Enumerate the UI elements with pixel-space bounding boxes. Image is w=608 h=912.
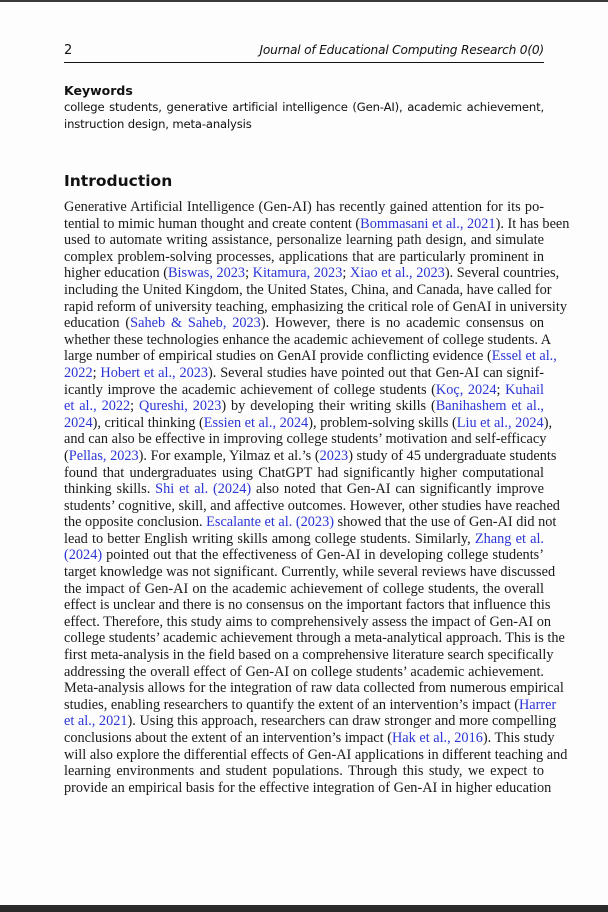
body-line [64,431,547,448]
body-text-segment: pointed out that the effectiveness of Gen-AI in developing college students’ [102,547,544,564]
body-text-segment: rapid reform of university teaching, emphasizing the critical role of GenAI in university [64,298,568,315]
body-line [64,647,554,664]
citation-link[interactable]: Bommasani et al., 2021 [360,215,496,232]
citation-link[interactable]: Essel et al., [491,348,557,365]
body-line [64,730,555,747]
body-line [64,680,564,697]
citation-link[interactable]: 2023 [319,447,349,464]
body-text-segment: target knowledge was not significant. Currently, while several reviews have discussed [64,564,556,581]
body-text-segment: learning environments and student populations. Through this study, we expect to [64,763,544,780]
body-text-segment: college students’ academic achievement through a meta-analytical approach. This is the [64,630,565,647]
body-text-segment: showed that the use of Gen-AI did not [333,514,557,531]
introduction-body [64,199,570,796]
body-text-segment: lead to better English writing skills among college students. Similarly, [64,530,475,547]
body-line [64,481,544,498]
body-text-segment: ; [342,265,350,282]
keywords-line: college students, generative artificial intelligence (Gen-AI), academic achievement, [64,100,544,114]
body-line [64,531,544,548]
body-line [64,281,552,299]
body-line [64,398,544,415]
page-number: 2 [64,43,73,58]
body-text-segment: addressing the overall effect of Gen-AI on college students’ academic achievement. [64,663,544,680]
body-line [64,763,544,780]
citation-link[interactable]: Biswas, 2023 [168,265,246,282]
citation-link[interactable]: Liu et al., 2024 [456,414,544,431]
body-text-segment: Generative Artificial Intelligence (Gen-AI) has recently gained attention for its po- [64,199,544,215]
body-line [64,597,551,614]
body-text-segment: including the United Kingdom, the United States, China, and Canada, have called for [64,281,552,298]
body-text-segment: ). This study [482,730,555,746]
body-line [64,298,568,316]
body-line [64,564,556,581]
body-line [64,447,557,465]
body-line [64,331,552,349]
body-line [64,215,570,233]
body-text-segment: ) study of 45 undergraduate students [348,447,557,464]
body-line [64,779,552,797]
body-text-segment: ). Using this approach, researchers can draw stronger and more compelling [127,713,557,730]
citation-link[interactable]: Escalante et al. (2023) [206,514,334,531]
body-line [64,664,544,681]
body-text-segment: large number of empirical studies on GenAI provide conflicting evidence ( [64,348,492,365]
body-text-segment: effect is unclear and there is no consensus on the important factors that influence this [64,597,551,614]
body-text-segment: whether these technologies enhance the academic achievement of college students. A [64,331,552,348]
body-text-segment: will also explore the differential effects of Gen-AI applications in different teaching and [64,746,568,763]
body-line [64,249,544,266]
body-text-segment: ). For example, Yilmaz et al.’s ( [138,447,320,464]
body-text-segment: the opposite conclusion. [64,514,207,531]
body-line [64,497,560,515]
body-text-segment: ( [64,447,69,464]
body-text-segment: ), problem-solving skills ( [308,414,457,431]
body-text-segment: complex problem-solving processes, applications that are particularly prominent in [64,248,544,265]
body-text-segment: students’ cognitive, skill, and affective outcomes. However, other studies have reached [64,497,560,514]
citation-link[interactable]: Qureshi, 2023 [139,398,222,415]
citation-link[interactable]: Hak et al., 2016 [391,730,483,746]
body-line [64,581,544,598]
body-line [64,414,553,432]
keywords-block [64,82,544,133]
body-line [64,514,557,531]
citation-link[interactable]: Xiao et al., 2023 [349,265,445,282]
body-text-segment: the impact of Gen-AI on the academic achievement of college students, the overall [64,580,544,597]
body-line [64,746,568,764]
body-line [64,365,544,382]
body-text-segment: provide an empirical basis for the effective integration of Gen-AI in higher education [64,779,552,796]
body-text-segment: icantly improve the academic achievement of college students ( [64,381,436,398]
body-text-segment: used to automate writing assistance, personalize learning path design, and simulate [64,232,544,249]
body-text-segment: Meta-analysis allows for the integration of raw data collected from numerous empirical [64,680,564,697]
citation-link[interactable]: Zhang et al. [474,530,544,547]
body-text-segment: conclusions about the extent of an intervention’s impact ( [64,730,392,746]
body-text-segment: ) by developing their writing skills ( [221,398,436,415]
body-text-segment: ). However, there is no academic consensus on [260,315,545,332]
body-line [64,630,565,647]
body-text-segment: higher education ( [64,265,169,282]
body-text-segment: ; [130,398,140,415]
body-line [64,547,544,564]
body-text-segment: also noted that Gen-AI can significantly improve [251,481,545,498]
viewer-bottom-bar [0,905,608,912]
body-line [64,315,544,332]
section-heading-introduction: Introduction [64,172,173,190]
running-header [64,40,544,63]
body-text-segment: and can also be effective in improving college students’ motivation and self-efficacy [64,431,547,448]
body-text-segment: thinking skills. [64,481,156,498]
keywords-line: instruction design, meta-analysis [64,117,252,131]
body-line [64,265,560,282]
body-line [64,382,544,399]
body-text-segment: found that undergraduates using ChatGPT had significantly higher computational [64,464,544,481]
body-line [64,465,544,482]
citation-link[interactable]: Harrer [518,696,557,713]
body-line [64,232,544,249]
body-text-segment: ; [92,364,101,381]
body-text-segment: ; [245,265,253,282]
body-text-segment: ). Several countries, [444,265,560,282]
keywords-heading: Keywords [64,83,133,98]
body-line [64,348,557,365]
citation-link[interactable]: Essien et al., 2024 [203,414,309,431]
citation-link[interactable]: et al., 2021 [64,713,128,730]
citation-link[interactable]: 2022 [64,364,93,381]
body-text-segment: effect. Therefore, this study aims to comprehensively assess the impact of Gen-AI on [64,613,552,630]
citation-link[interactable]: Shi et al. (2024) [155,481,252,498]
citation-link[interactable]: Pellas, 2023 [68,447,139,464]
citation-link[interactable]: (2024) [64,547,103,564]
citation-link[interactable]: Kitamura, 2023 [252,265,343,282]
body-line [64,613,552,631]
body-line [64,199,544,216]
citation-link[interactable]: 2024 [64,414,93,431]
body-text-segment: ), critical thinking ( [92,414,204,431]
body-text-segment: ), [543,414,553,431]
citation-link[interactable]: Banihashem et al., [435,398,545,415]
journal-title: Journal of Educational Computing Research 0(0) [259,43,544,57]
body-text-segment: education ( [64,315,131,332]
citation-link[interactable]: Hobert et al., 2023 [100,364,209,381]
body-text-segment: studies, enabling researchers to quantify the extent of an intervention’s impact ( [64,696,519,713]
body-text-segment: ). Several studies have pointed out that Gen-AI can signif- [208,364,545,381]
body-text-segment: ). It has been [495,215,570,232]
citation-link[interactable]: Kuhail [505,381,545,398]
viewer-top-edge [0,0,608,2]
citation-link[interactable]: Saheb & Saheb, 2023 [130,315,261,332]
body-text-segment: ; [496,381,506,398]
citation-link[interactable]: et al., 2022 [64,398,131,415]
body-line [64,696,557,714]
citation-link[interactable]: Koç, 2024 [435,381,497,398]
body-text-segment: tential to mimic human thought and create content ( [64,215,361,232]
keywords-list [64,99,544,133]
body-line [64,713,557,730]
body-text-segment: first meta-analysis in the field based on a comprehensive literature search specifically [64,647,554,664]
